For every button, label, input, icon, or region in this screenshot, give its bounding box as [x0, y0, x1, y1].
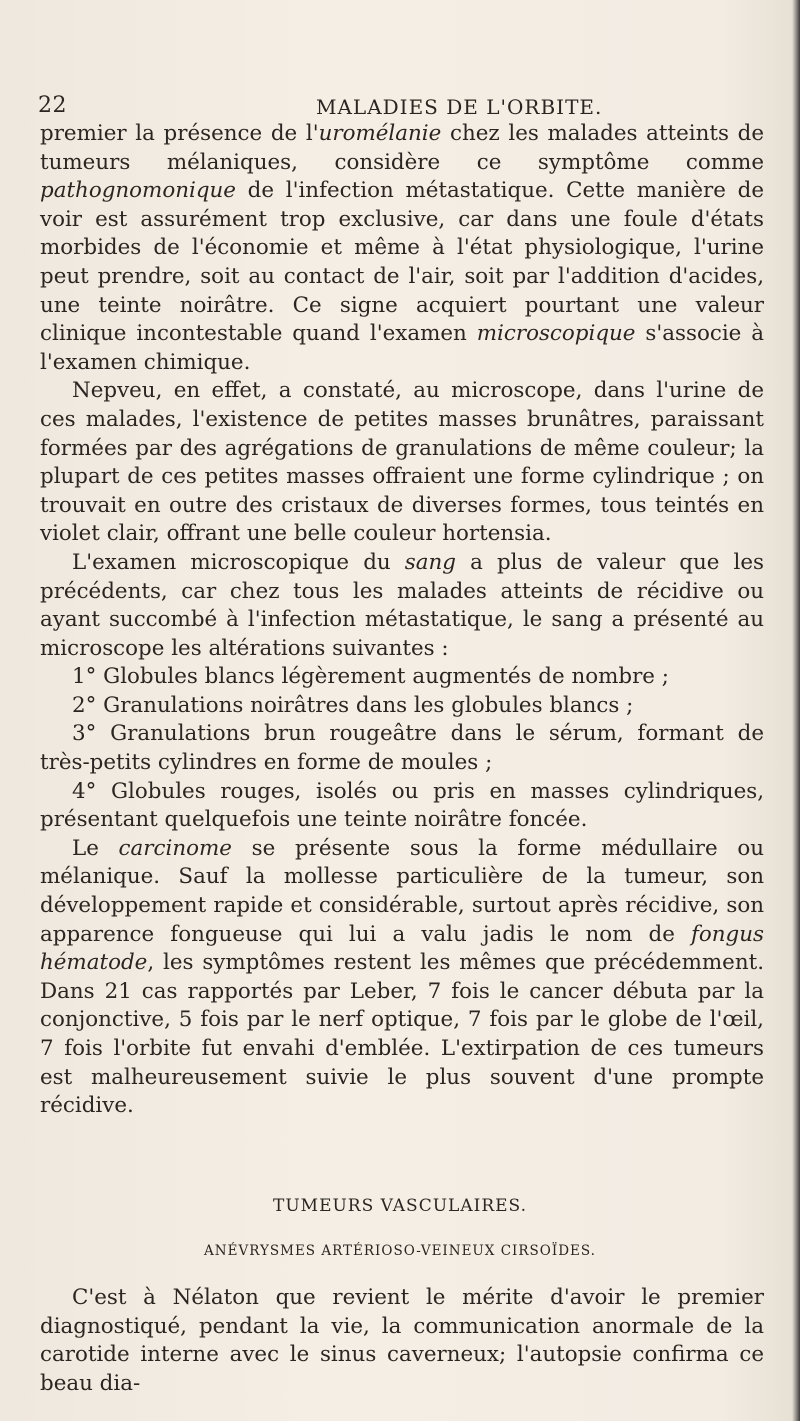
page-number: 22 [38, 93, 67, 118]
text-run: premier la présence de l' [40, 121, 319, 146]
running-title: MALADIES DE L'ORBITE. [316, 95, 603, 119]
text-run: Le [72, 835, 119, 861]
list-item: 3° Granulations brun rougeâtre dans le sérum, formant de très-petits cylindres en forme de moules ; [40, 721, 764, 776]
text-run: L'examen microscopique du [72, 549, 405, 575]
italic-term: fongus hématode [40, 921, 764, 976]
text-run: s'associe à l'examen chimique. [40, 321, 764, 375]
list-item: 2° Granulations noirâtres dans les globules blancs ; [72, 692, 634, 718]
italic-term: pathognomonique [40, 178, 236, 204]
page-edge-shadow [792, 0, 800, 1421]
text-run: se présente sous la forme médullaire ou mélanique. Sauf la mollesse particulière de la tumeur, son développement rapide et considérable, surtout après récidive, son apparence fongueuse qui lui a valu jadis le nom de [40, 835, 764, 947]
italic-term: carcinome [118, 835, 232, 861]
paragraph-carcinome [40, 835, 764, 1121]
body-text [40, 120, 764, 1121]
paragraph-uromelanie [40, 120, 764, 377]
italic-term: uromélanie [318, 121, 442, 146]
paragraph-nelaton: C'est à Nélaton que revient le mérite d'avoir le premier diagnostiqué, pendant la vie, la communication anormale de la carotide interne avec le sinus caverneux; l'autopsie confirma ce beau dia- [40, 1285, 764, 1396]
section-body [40, 1284, 764, 1398]
text-run: a plus de valeur que les précédents, car chez tous les malades atteints de récidive ou ayant succombé à l'infection métastatique, le sang a présenté au microscope les altérations suivantes : [40, 549, 764, 661]
section-subtitle: ANÉVRYSMES ARTÉRIOSO-VEINEUX CIRSOÏDES. [204, 1243, 596, 1259]
italic-term: sang [404, 549, 456, 575]
list-item: 4° Globules rouges, isolés ou pris en masses cylindriques, présentant quelquefois une teinte noirâtre foncée. [40, 778, 764, 833]
section-title: TUMEURS VASCULAIRES. [273, 1196, 527, 1216]
paragraph-examen-sang [40, 549, 764, 663]
italic-term: microscopique [476, 321, 636, 347]
paragraph-nepveu: Nepveu, en effet, a constaté, au microscope, dans l'urine de ces malades, l'existence de petites masses brunâtres, paraissant formées par des agrégations de granulations de même couleur; la plupart de ces petites masses offraient une forme cylindrique ; on trouvait en outre des cristaux de diverses formes, tous teintés en violet clair, offrant une belle couleur hortensia. [40, 378, 764, 547]
text-run: de l'infection métastatique. Cette manière de voir est assurément trop exclusive, car dans une foule d'états morbides de l'économie et même à l'état physiologique, l'urine peut prendre, soit au contact de l'air, soit par l'addition d'acides, une teinte noirâtre. Ce signe acquiert pourtant une valeur clinique incontestable quand l'examen [40, 178, 764, 347]
text-run: , les symptômes restent les mêmes que précédemment. Dans 21 cas rapportés par Leber, 7 fois le cancer débuta par la conjonctive, 5 fois par le nerf optique, 7 fois par le globe de l'œil, 7 fois l'orbite fut envahi d'emblée. L'extirpation de ces tumeurs est malheureusement suivie le plus souvent d'une prompte récidive. [40, 950, 764, 1119]
text-run: chez les malades atteints de tumeurs mélaniques, considère ce symptôme comme [40, 121, 764, 175]
list-item: 1° Globules blancs légèrement augmentés de nombre ; [72, 664, 669, 690]
